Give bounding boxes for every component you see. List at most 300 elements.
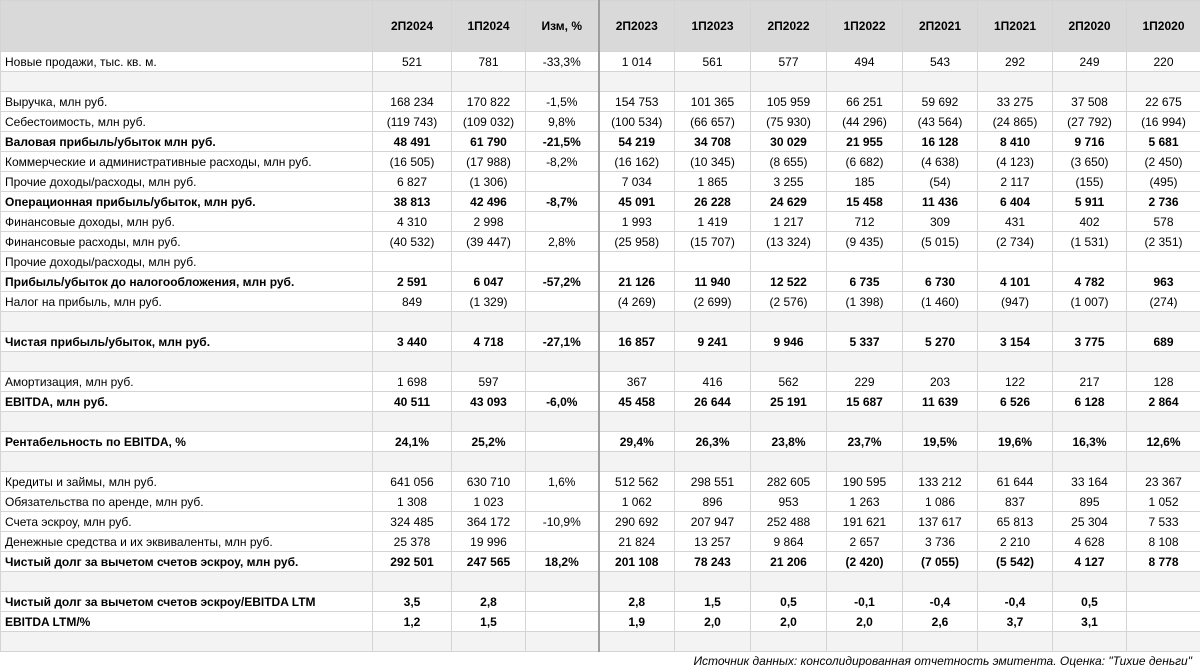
header-period: 1П2021 xyxy=(978,1,1053,52)
value-cell: 25 191 xyxy=(751,392,827,412)
change-cell: -57,2% xyxy=(526,272,599,292)
spacer-row xyxy=(1,352,1200,372)
value-cell xyxy=(751,252,827,272)
change-cell xyxy=(526,452,599,472)
value-cell: 431 xyxy=(978,212,1053,232)
value-cell xyxy=(903,632,978,652)
value-cell xyxy=(978,72,1053,92)
spacer-row xyxy=(1,412,1200,432)
value-cell: 1 052 xyxy=(1127,492,1200,512)
row-label: Выручка, млн руб. xyxy=(1,92,373,112)
row-label: EBITDA LTM/% xyxy=(1,612,373,632)
value-cell xyxy=(452,252,526,272)
change-cell xyxy=(526,212,599,232)
table-row xyxy=(1,372,1200,392)
value-cell: 45 458 xyxy=(599,392,675,412)
header-corner xyxy=(1,1,373,52)
value-cell: 7 034 xyxy=(599,172,675,192)
value-cell: 896 xyxy=(675,492,751,512)
header-period: 1П2022 xyxy=(827,1,903,52)
value-cell: 11 940 xyxy=(675,272,751,292)
value-cell: 292 xyxy=(978,52,1053,72)
table-row xyxy=(1,552,1200,572)
row-label: Прочие доходы/расходы, млн руб. xyxy=(1,252,373,272)
value-cell xyxy=(827,352,903,372)
value-cell xyxy=(903,352,978,372)
value-cell xyxy=(599,572,675,592)
value-cell: 1 419 xyxy=(675,212,751,232)
value-cell xyxy=(675,252,751,272)
value-cell xyxy=(1053,452,1127,472)
value-cell: (6 682) xyxy=(827,152,903,172)
value-cell: 185 xyxy=(827,172,903,192)
value-cell: 3 736 xyxy=(903,532,978,552)
value-cell xyxy=(827,312,903,332)
value-cell xyxy=(1053,252,1127,272)
value-cell: 4 628 xyxy=(1053,532,1127,552)
value-cell xyxy=(675,572,751,592)
value-cell: 15 687 xyxy=(827,392,903,412)
value-cell: 42 496 xyxy=(452,192,526,212)
value-cell: 21 824 xyxy=(599,532,675,552)
value-cell xyxy=(1127,312,1200,332)
value-cell: 416 xyxy=(675,372,751,392)
value-cell: 133 212 xyxy=(903,472,978,492)
row-label: Финансовые расходы, млн руб. xyxy=(1,232,373,252)
value-cell: (4 269) xyxy=(599,292,675,312)
value-cell: 37 508 xyxy=(1053,92,1127,112)
value-cell: 1,2 xyxy=(373,612,452,632)
value-cell xyxy=(827,72,903,92)
value-cell: 3,1 xyxy=(1053,612,1127,632)
value-cell: 561 xyxy=(675,52,751,72)
value-cell: (8 655) xyxy=(751,152,827,172)
row-label xyxy=(1,632,373,652)
value-cell xyxy=(373,572,452,592)
value-cell xyxy=(373,452,452,472)
table-row xyxy=(1,472,1200,492)
value-cell: 324 485 xyxy=(373,512,452,532)
value-cell xyxy=(1127,612,1200,632)
value-cell xyxy=(675,352,751,372)
value-cell: 6 128 xyxy=(1053,392,1127,412)
value-cell: 2,0 xyxy=(675,612,751,632)
row-label: Чистая прибыль/убыток, млн руб. xyxy=(1,332,373,352)
header-period: 1П2023 xyxy=(675,1,751,52)
header-period: Изм, % xyxy=(526,1,599,52)
value-cell: 4 718 xyxy=(452,332,526,352)
value-cell: 9 946 xyxy=(751,332,827,352)
spacer-row xyxy=(1,72,1200,92)
value-cell: (9 435) xyxy=(827,232,903,252)
row-label xyxy=(1,412,373,432)
value-cell: 1 086 xyxy=(903,492,978,512)
value-cell: 40 511 xyxy=(373,392,452,412)
change-cell xyxy=(526,532,599,552)
value-cell: 25 304 xyxy=(1053,512,1127,532)
header-period: 1П2020 xyxy=(1127,1,1200,52)
value-cell: (274) xyxy=(1127,292,1200,312)
value-cell: 712 xyxy=(827,212,903,232)
row-label: EBITDA, млн руб. xyxy=(1,392,373,412)
change-cell xyxy=(526,252,599,272)
table-row xyxy=(1,392,1200,412)
value-cell: 48 491 xyxy=(373,132,452,152)
value-cell: 3 255 xyxy=(751,172,827,192)
value-cell xyxy=(978,412,1053,432)
value-cell: 252 488 xyxy=(751,512,827,532)
value-cell xyxy=(1127,252,1200,272)
value-cell xyxy=(1053,352,1127,372)
value-cell: 101 365 xyxy=(675,92,751,112)
value-cell xyxy=(751,412,827,432)
change-cell xyxy=(526,492,599,512)
value-cell xyxy=(827,252,903,272)
value-cell: 16,3% xyxy=(1053,432,1127,452)
value-cell: 59 692 xyxy=(903,92,978,112)
change-cell: -21,5% xyxy=(526,132,599,152)
value-cell: 6 735 xyxy=(827,272,903,292)
value-cell: (495) xyxy=(1127,172,1200,192)
change-cell xyxy=(526,292,599,312)
value-cell xyxy=(827,632,903,652)
row-label: Амортизация, млн руб. xyxy=(1,372,373,392)
value-cell xyxy=(373,412,452,432)
value-cell: (66 657) xyxy=(675,112,751,132)
change-cell: -6,0% xyxy=(526,392,599,412)
value-cell: 201 108 xyxy=(599,552,675,572)
value-cell xyxy=(373,632,452,652)
row-label: Обязательства по аренде, млн руб. xyxy=(1,492,373,512)
value-cell: 30 029 xyxy=(751,132,827,152)
value-cell xyxy=(1127,572,1200,592)
table-row xyxy=(1,612,1200,632)
table-row xyxy=(1,532,1200,552)
value-cell xyxy=(1053,572,1127,592)
value-cell: 4 310 xyxy=(373,212,452,232)
value-cell: 170 822 xyxy=(452,92,526,112)
row-label: Счета эскроу, млн руб. xyxy=(1,512,373,532)
value-cell: 2,8 xyxy=(599,592,675,612)
value-cell: 0,5 xyxy=(751,592,827,612)
value-cell: 895 xyxy=(1053,492,1127,512)
value-cell xyxy=(1127,632,1200,652)
value-cell: 19 996 xyxy=(452,532,526,552)
value-cell xyxy=(452,572,526,592)
value-cell: (2 450) xyxy=(1127,152,1200,172)
value-cell: 25,2% xyxy=(452,432,526,452)
row-label: Кредиты и займы, млн руб. xyxy=(1,472,373,492)
value-cell: 24 629 xyxy=(751,192,827,212)
value-cell: 2 591 xyxy=(373,272,452,292)
value-cell xyxy=(599,352,675,372)
value-cell: (44 296) xyxy=(827,112,903,132)
value-cell: 16 857 xyxy=(599,332,675,352)
table-row xyxy=(1,152,1200,172)
value-cell xyxy=(452,632,526,652)
value-cell: 1 698 xyxy=(373,372,452,392)
value-cell: 137 617 xyxy=(903,512,978,532)
change-cell xyxy=(526,72,599,92)
table-row xyxy=(1,172,1200,192)
value-cell: 9 716 xyxy=(1053,132,1127,152)
value-cell: 203 xyxy=(903,372,978,392)
row-label: Чистый долг за вычетом счетов эскроу, млн руб. xyxy=(1,552,373,572)
spacer-row xyxy=(1,572,1200,592)
value-cell: 849 xyxy=(373,292,452,312)
table-row xyxy=(1,432,1200,452)
value-cell: 2,0 xyxy=(827,612,903,632)
value-cell: 6 730 xyxy=(903,272,978,292)
value-cell xyxy=(675,412,751,432)
row-label: Прочие доходы/расходы, млн руб. xyxy=(1,172,373,192)
value-cell: 8 410 xyxy=(978,132,1053,152)
change-cell xyxy=(526,372,599,392)
value-cell: 12 522 xyxy=(751,272,827,292)
value-cell: 364 172 xyxy=(452,512,526,532)
value-cell: (1 460) xyxy=(903,292,978,312)
value-cell: (16 505) xyxy=(373,152,452,172)
change-cell xyxy=(526,412,599,432)
value-cell: 2 998 xyxy=(452,212,526,232)
value-cell: 5 911 xyxy=(1053,192,1127,212)
value-cell: (54) xyxy=(903,172,978,192)
value-cell: 292 501 xyxy=(373,552,452,572)
value-cell xyxy=(599,312,675,332)
change-cell: 9,8% xyxy=(526,112,599,132)
value-cell xyxy=(373,352,452,372)
value-cell: 26,3% xyxy=(675,432,751,452)
value-cell: 3,5 xyxy=(373,592,452,612)
value-cell: 45 091 xyxy=(599,192,675,212)
value-cell xyxy=(827,452,903,472)
value-cell xyxy=(599,452,675,472)
change-cell: -10,9% xyxy=(526,512,599,532)
value-cell: 23,7% xyxy=(827,432,903,452)
value-cell: (43 564) xyxy=(903,112,978,132)
value-cell xyxy=(1127,72,1200,92)
table-row xyxy=(1,332,1200,352)
header-period: 2П2024 xyxy=(373,1,452,52)
value-cell: 0,5 xyxy=(1053,592,1127,612)
value-cell: (39 447) xyxy=(452,232,526,252)
value-cell: 249 xyxy=(1053,52,1127,72)
row-label: Финансовые доходы, млн руб. xyxy=(1,212,373,232)
row-label: Себестоимость, млн руб. xyxy=(1,112,373,132)
value-cell: 8 778 xyxy=(1127,552,1200,572)
value-cell xyxy=(599,632,675,652)
value-cell xyxy=(599,252,675,272)
table-row xyxy=(1,492,1200,512)
value-cell: 1 308 xyxy=(373,492,452,512)
value-cell xyxy=(751,632,827,652)
source-note: Источник данных: консолидированная отчетность эмитента. Оценка: "Тихие деньги" xyxy=(0,652,1200,670)
table-row xyxy=(1,292,1200,312)
value-cell: (25 958) xyxy=(599,232,675,252)
value-cell: 191 621 xyxy=(827,512,903,532)
value-cell: 543 xyxy=(903,52,978,72)
value-cell: 5 681 xyxy=(1127,132,1200,152)
value-cell xyxy=(978,452,1053,472)
row-label: Новые продажи, тыс. кв. м. xyxy=(1,52,373,72)
row-label: Налог на прибыль, млн руб. xyxy=(1,292,373,312)
header-period: 2П2022 xyxy=(751,1,827,52)
value-cell: 282 605 xyxy=(751,472,827,492)
change-cell: 1,6% xyxy=(526,472,599,492)
value-cell: 5 337 xyxy=(827,332,903,352)
change-cell xyxy=(526,632,599,652)
value-cell: (16 994) xyxy=(1127,112,1200,132)
value-cell: (1 306) xyxy=(452,172,526,192)
value-cell xyxy=(452,352,526,372)
value-cell: 2 657 xyxy=(827,532,903,552)
table-row xyxy=(1,252,1200,272)
value-cell: 23 367 xyxy=(1127,472,1200,492)
value-cell: 521 xyxy=(373,52,452,72)
value-cell: (2 420) xyxy=(827,552,903,572)
value-cell: 26 644 xyxy=(675,392,751,412)
value-cell xyxy=(978,632,1053,652)
value-cell: -0,4 xyxy=(978,592,1053,612)
value-cell xyxy=(978,572,1053,592)
value-cell: 13 257 xyxy=(675,532,751,552)
change-cell xyxy=(526,432,599,452)
header-row xyxy=(1,1,1200,52)
header-period: 2П2023 xyxy=(599,1,675,52)
value-cell xyxy=(1127,352,1200,372)
table-row xyxy=(1,272,1200,292)
value-cell: 512 562 xyxy=(599,472,675,492)
value-cell: 577 xyxy=(751,52,827,72)
value-cell: 4 782 xyxy=(1053,272,1127,292)
value-cell xyxy=(1127,592,1200,612)
value-cell xyxy=(675,632,751,652)
value-cell xyxy=(373,312,452,332)
value-cell: 630 710 xyxy=(452,472,526,492)
value-cell xyxy=(751,452,827,472)
header-period: 2П2021 xyxy=(903,1,978,52)
value-cell xyxy=(978,312,1053,332)
table-row xyxy=(1,52,1200,72)
value-cell: (1 007) xyxy=(1053,292,1127,312)
value-cell: 641 056 xyxy=(373,472,452,492)
table-row xyxy=(1,92,1200,112)
row-label: Коммерческие и административные расходы, млн руб. xyxy=(1,152,373,172)
value-cell: 1,5 xyxy=(452,612,526,632)
row-label: Валовая прибыль/убыток млн руб. xyxy=(1,132,373,152)
row-label xyxy=(1,352,373,372)
value-cell: 2,6 xyxy=(903,612,978,632)
value-cell: 61 644 xyxy=(978,472,1053,492)
table-row xyxy=(1,212,1200,232)
value-cell: 3 775 xyxy=(1053,332,1127,352)
value-cell: 4 101 xyxy=(978,272,1053,292)
value-cell: (1 329) xyxy=(452,292,526,312)
value-cell xyxy=(751,72,827,92)
value-cell xyxy=(1053,412,1127,432)
value-cell: 494 xyxy=(827,52,903,72)
value-cell: (24 865) xyxy=(978,112,1053,132)
value-cell: 4 127 xyxy=(1053,552,1127,572)
value-cell: 25 378 xyxy=(373,532,452,552)
table-body xyxy=(1,52,1200,652)
value-cell: (4 638) xyxy=(903,152,978,172)
value-cell: (15 707) xyxy=(675,232,751,252)
value-cell: 2 736 xyxy=(1127,192,1200,212)
value-cell: 578 xyxy=(1127,212,1200,232)
value-cell: 3 440 xyxy=(373,332,452,352)
value-cell: (5 542) xyxy=(978,552,1053,572)
value-cell xyxy=(751,572,827,592)
value-cell: (1 531) xyxy=(1053,232,1127,252)
value-cell: 2 117 xyxy=(978,172,1053,192)
value-cell: 128 xyxy=(1127,372,1200,392)
change-cell: -1,5% xyxy=(526,92,599,112)
value-cell: 21 126 xyxy=(599,272,675,292)
value-cell: 6 404 xyxy=(978,192,1053,212)
row-label xyxy=(1,312,373,332)
change-cell xyxy=(526,172,599,192)
table-row xyxy=(1,132,1200,152)
value-cell: (2 699) xyxy=(675,292,751,312)
value-cell xyxy=(675,452,751,472)
value-cell: 6 047 xyxy=(452,272,526,292)
value-cell: 66 251 xyxy=(827,92,903,112)
value-cell: 168 234 xyxy=(373,92,452,112)
value-cell: (2 734) xyxy=(978,232,1053,252)
value-cell: 1 062 xyxy=(599,492,675,512)
value-cell: (119 743) xyxy=(373,112,452,132)
value-cell: (13 324) xyxy=(751,232,827,252)
value-cell: 9 864 xyxy=(751,532,827,552)
value-cell: 15 458 xyxy=(827,192,903,212)
table-row xyxy=(1,192,1200,212)
value-cell: 562 xyxy=(751,372,827,392)
header-period: 2П2020 xyxy=(1053,1,1127,52)
value-cell: 1 865 xyxy=(675,172,751,192)
value-cell: 229 xyxy=(827,372,903,392)
change-cell xyxy=(526,592,599,612)
change-cell xyxy=(526,312,599,332)
value-cell xyxy=(903,312,978,332)
row-label: Прибыль/убыток до налогообложения, млн руб. xyxy=(1,272,373,292)
value-cell: 781 xyxy=(452,52,526,72)
change-cell: -27,1% xyxy=(526,332,599,352)
value-cell: 105 959 xyxy=(751,92,827,112)
value-cell: 2 864 xyxy=(1127,392,1200,412)
header-period: 1П2024 xyxy=(452,1,526,52)
value-cell: 65 813 xyxy=(978,512,1053,532)
value-cell xyxy=(1127,412,1200,432)
spacer-row xyxy=(1,632,1200,652)
value-cell: -0,4 xyxy=(903,592,978,612)
value-cell: 78 243 xyxy=(675,552,751,572)
value-cell xyxy=(452,412,526,432)
value-cell: 247 565 xyxy=(452,552,526,572)
value-cell: (3 650) xyxy=(1053,152,1127,172)
row-label xyxy=(1,72,373,92)
value-cell: 1 993 xyxy=(599,212,675,232)
change-cell: 2,8% xyxy=(526,232,599,252)
value-cell: 33 275 xyxy=(978,92,1053,112)
value-cell: 963 xyxy=(1127,272,1200,292)
value-cell: 1,9 xyxy=(599,612,675,632)
value-cell: 154 753 xyxy=(599,92,675,112)
row-label: Чистый долг за вычетом счетов эскроу/EBITDA LTM xyxy=(1,592,373,612)
value-cell: -0,1 xyxy=(827,592,903,612)
value-cell: 21 955 xyxy=(827,132,903,152)
value-cell: 1 217 xyxy=(751,212,827,232)
